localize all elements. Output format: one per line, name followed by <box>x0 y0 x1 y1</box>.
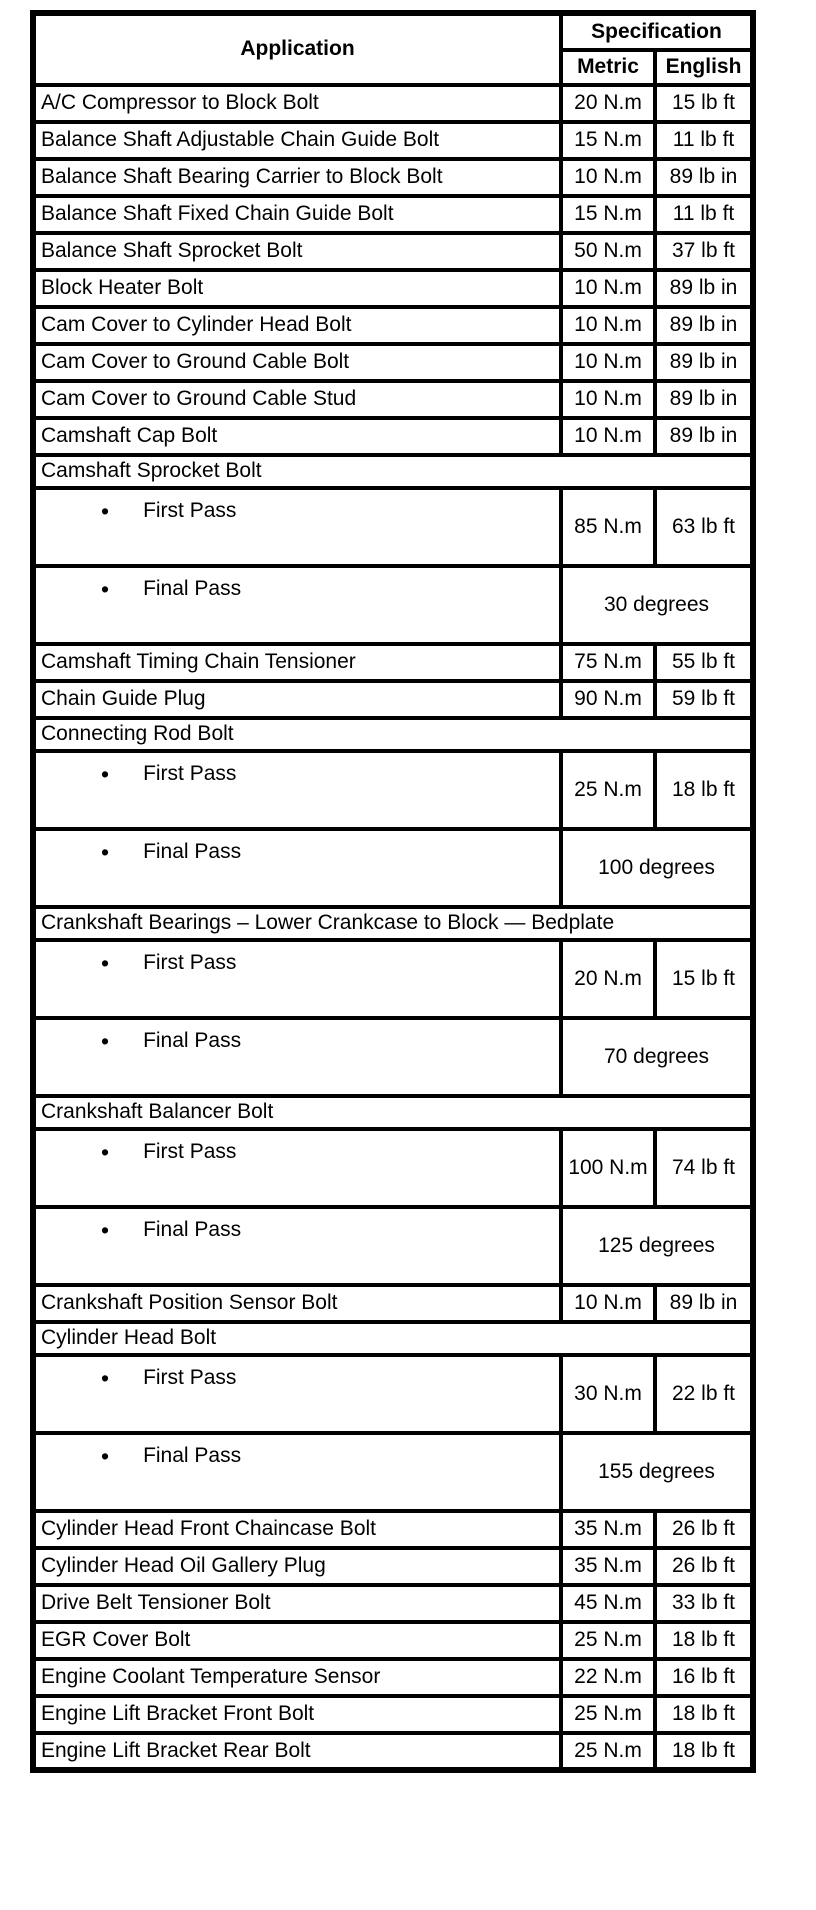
english-value-cell: 63 lb ft <box>655 488 753 566</box>
table-row-simple <box>33 644 753 681</box>
section-header-cell: Camshaft Sprocket Bolt <box>33 455 753 488</box>
english-value-cell: 74 lb ft <box>655 1129 753 1207</box>
metric-value-cell: 15 N.m <box>561 196 655 233</box>
section-header-cell: Crankshaft Balancer Bolt <box>33 1096 753 1129</box>
bullet-line <box>41 1444 555 1468</box>
pass-label: First Pass <box>143 1366 237 1389</box>
bullet-line <box>41 762 555 786</box>
bullet-line <box>41 840 555 864</box>
english-value-cell: 26 lb ft <box>655 1548 753 1585</box>
metric-value-cell: 10 N.m <box>561 307 655 344</box>
metric-value-cell: 50 N.m <box>561 233 655 270</box>
table-row-simple <box>33 1285 753 1322</box>
page <box>0 10 816 1910</box>
application-cell: EGR Cover Bolt <box>33 1622 561 1659</box>
english-value-cell: 18 lb ft <box>655 751 753 829</box>
pass-label: First Pass <box>143 499 237 522</box>
degrees-value-cell: 30 degrees <box>561 566 753 644</box>
table-row-simple <box>33 196 753 233</box>
application-cell <box>33 829 561 907</box>
metric-value-cell: 35 N.m <box>561 1511 655 1548</box>
english-value-cell: 89 lb in <box>655 418 753 455</box>
english-value-cell: 26 lb ft <box>655 1511 753 1548</box>
bullet-line <box>41 951 555 975</box>
pass-label: Final Pass <box>143 1218 242 1241</box>
degrees-value-cell: 100 degrees <box>561 829 753 907</box>
table-row-section <box>33 455 753 488</box>
table-row-simple <box>33 1548 753 1585</box>
english-value-cell: 33 lb ft <box>655 1585 753 1622</box>
table-row-simple <box>33 418 753 455</box>
metric-value-cell: 25 N.m <box>561 1733 655 1770</box>
application-cell: Balance Shaft Bearing Carrier to Block Bolt <box>33 159 561 196</box>
application-cell: Engine Coolant Temperature Sensor <box>33 1659 561 1696</box>
application-cell: Balance Shaft Sprocket Bolt <box>33 233 561 270</box>
english-value-cell: 89 lb in <box>655 159 753 196</box>
metric-value-cell: 75 N.m <box>561 644 655 681</box>
table-row-simple <box>33 1659 753 1696</box>
application-cell: A/C Compressor to Block Bolt <box>33 85 561 122</box>
english-value-cell: 18 lb ft <box>655 1622 753 1659</box>
table-row-pass <box>33 940 753 1018</box>
application-cell <box>33 1018 561 1096</box>
metric-value-cell: 10 N.m <box>561 381 655 418</box>
table-row-simple <box>33 122 753 159</box>
application-cell: Balance Shaft Fixed Chain Guide Bolt <box>33 196 561 233</box>
table-row-simple <box>33 1585 753 1622</box>
metric-value-cell: 10 N.m <box>561 270 655 307</box>
table-row-section <box>33 718 753 751</box>
metric-value-cell: 20 N.m <box>561 940 655 1018</box>
metric-value-cell: 25 N.m <box>561 1696 655 1733</box>
metric-value-cell: 25 N.m <box>561 751 655 829</box>
table-row-simple <box>33 681 753 718</box>
table-body <box>33 85 753 1770</box>
table-row-pass <box>33 488 753 566</box>
table-row-pass <box>33 566 753 644</box>
bullet-line <box>41 499 555 523</box>
table-row-simple <box>33 307 753 344</box>
table-row-pass <box>33 1207 753 1285</box>
metric-header: Metric <box>561 50 655 85</box>
table-row-simple <box>33 1733 753 1770</box>
table-row-simple <box>33 233 753 270</box>
english-value-cell: 89 lb in <box>655 381 753 418</box>
metric-value-cell: 30 N.m <box>561 1355 655 1433</box>
table-row-pass <box>33 1355 753 1433</box>
bullet-line <box>41 1218 555 1242</box>
table-row-section <box>33 907 753 940</box>
application-cell: Balance Shaft Adjustable Chain Guide Bolt <box>33 122 561 159</box>
english-value-cell: 37 lb ft <box>655 233 753 270</box>
pass-label: Final Pass <box>143 1444 242 1467</box>
metric-value-cell: 25 N.m <box>561 1622 655 1659</box>
application-cell <box>33 1433 561 1511</box>
english-value-cell: 16 lb ft <box>655 1659 753 1696</box>
application-cell <box>33 751 561 829</box>
metric-value-cell: 90 N.m <box>561 681 655 718</box>
english-value-cell: 89 lb in <box>655 1285 753 1322</box>
english-value-cell: 11 lb ft <box>655 196 753 233</box>
bullet-icon: • <box>101 1442 110 1469</box>
application-cell: Cam Cover to Ground Cable Stud <box>33 381 561 418</box>
table-row-section <box>33 1096 753 1129</box>
section-header-cell: Cylinder Head Bolt <box>33 1322 753 1355</box>
application-cell: Cam Cover to Cylinder Head Bolt <box>33 307 561 344</box>
english-value-cell: 18 lb ft <box>655 1733 753 1770</box>
application-cell: Camshaft Cap Bolt <box>33 418 561 455</box>
table-row-simple <box>33 270 753 307</box>
section-header-cell: Connecting Rod Bolt <box>33 718 753 751</box>
table-row-simple <box>33 381 753 418</box>
application-cell <box>33 1207 561 1285</box>
metric-value-cell: 85 N.m <box>561 488 655 566</box>
table-row-pass <box>33 1433 753 1511</box>
bullet-icon: • <box>101 1216 110 1243</box>
metric-value-cell: 15 N.m <box>561 122 655 159</box>
english-value-cell: 89 lb in <box>655 270 753 307</box>
metric-value-cell: 20 N.m <box>561 85 655 122</box>
english-value-cell: 18 lb ft <box>655 1696 753 1733</box>
pass-label: First Pass <box>143 951 237 974</box>
table-row-section <box>33 1322 753 1355</box>
bullet-icon: • <box>101 949 110 976</box>
bullet-line <box>41 1140 555 1164</box>
metric-value-cell: 10 N.m <box>561 1285 655 1322</box>
application-cell: Engine Lift Bracket Rear Bolt <box>33 1733 561 1770</box>
table-row-simple <box>33 1696 753 1733</box>
english-value-cell: 59 lb ft <box>655 681 753 718</box>
bullet-icon: • <box>101 497 110 524</box>
application-cell: Block Heater Bolt <box>33 270 561 307</box>
metric-value-cell: 10 N.m <box>561 159 655 196</box>
metric-value-cell: 100 N.m <box>561 1129 655 1207</box>
application-cell: Cam Cover to Ground Cable Bolt <box>33 344 561 381</box>
english-value-cell: 89 lb in <box>655 344 753 381</box>
application-cell <box>33 1355 561 1433</box>
metric-value-cell: 10 N.m <box>561 344 655 381</box>
table-row-pass <box>33 1129 753 1207</box>
table-row-simple <box>33 1622 753 1659</box>
pass-label: Final Pass <box>143 840 242 863</box>
bullet-icon: • <box>101 575 110 602</box>
application-cell <box>33 488 561 566</box>
english-value-cell: 22 lb ft <box>655 1355 753 1433</box>
metric-value-cell: 45 N.m <box>561 1585 655 1622</box>
application-cell: Cylinder Head Front Chaincase Bolt <box>33 1511 561 1548</box>
bullet-icon: • <box>101 838 110 865</box>
metric-value-cell: 22 N.m <box>561 1659 655 1696</box>
bullet-icon: • <box>101 760 110 787</box>
pass-label: Final Pass <box>143 577 242 600</box>
english-value-cell: 55 lb ft <box>655 644 753 681</box>
english-value-cell: 89 lb in <box>655 307 753 344</box>
application-cell: Engine Lift Bracket Front Bolt <box>33 1696 561 1733</box>
bullet-icon: • <box>101 1364 110 1391</box>
english-header: English <box>655 50 753 85</box>
bullet-line <box>41 1029 555 1053</box>
table-row-pass <box>33 1018 753 1096</box>
table-row-pass <box>33 829 753 907</box>
metric-value-cell: 35 N.m <box>561 1548 655 1585</box>
english-value-cell: 15 lb ft <box>655 85 753 122</box>
bullet-icon: • <box>101 1027 110 1054</box>
degrees-value-cell: 70 degrees <box>561 1018 753 1096</box>
application-cell <box>33 566 561 644</box>
pass-label: Final Pass <box>143 1029 242 1052</box>
application-cell: Crankshaft Position Sensor Bolt <box>33 1285 561 1322</box>
application-cell: Cylinder Head Oil Gallery Plug <box>33 1548 561 1585</box>
english-value-cell: 11 lb ft <box>655 122 753 159</box>
application-cell: Chain Guide Plug <box>33 681 561 718</box>
degrees-value-cell: 155 degrees <box>561 1433 753 1511</box>
bullet-line <box>41 577 555 601</box>
application-cell: Camshaft Timing Chain Tensioner <box>33 644 561 681</box>
degrees-value-cell: 125 degrees <box>561 1207 753 1285</box>
table-row-simple <box>33 344 753 381</box>
table-row-simple <box>33 1511 753 1548</box>
pass-label: First Pass <box>143 1140 237 1163</box>
application-header: Application <box>33 13 561 85</box>
application-cell <box>33 1129 561 1207</box>
table-row-simple <box>33 159 753 196</box>
torque-spec-table <box>30 10 756 1773</box>
metric-value-cell: 10 N.m <box>561 418 655 455</box>
application-cell: Drive Belt Tensioner Bolt <box>33 1585 561 1622</box>
header-row-1 <box>33 13 753 50</box>
english-value-cell: 15 lb ft <box>655 940 753 1018</box>
bullet-icon: • <box>101 1138 110 1165</box>
pass-label: First Pass <box>143 762 237 785</box>
table-header <box>33 13 753 85</box>
table-row-simple <box>33 85 753 122</box>
bullet-line <box>41 1366 555 1390</box>
application-cell <box>33 940 561 1018</box>
table-row-pass <box>33 751 753 829</box>
section-header-cell: Crankshaft Bearings – Lower Crankcase to Block — Bedplate <box>33 907 753 940</box>
specification-header: Specification <box>561 13 753 50</box>
